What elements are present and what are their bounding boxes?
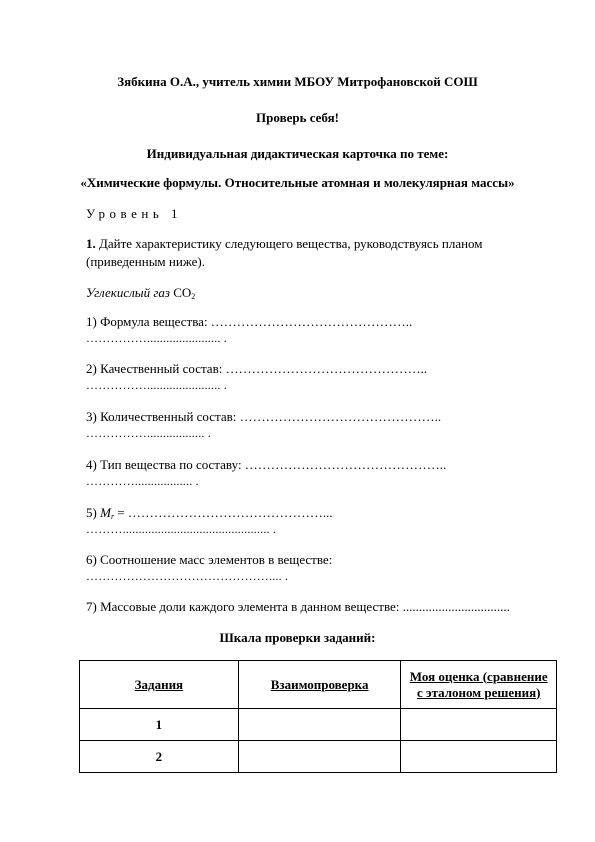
plan-item-5-prefix: 5) (86, 505, 101, 520)
plan-item-2: 2) Качественный состав: ……………………………………….. (86, 361, 428, 376)
substance-line (86, 285, 195, 301)
task1-line2: (приведенным ниже). (86, 254, 205, 269)
plan-item-3-answer: …………….................. . (86, 426, 211, 440)
plan-item-5 (86, 505, 333, 521)
plan-item-7: 7) Массовые доли каждого элемента в данном веществе: ................................. (86, 599, 510, 614)
plan-item-6: 6) Соотношение масс элементов в веществе: (86, 552, 333, 567)
row-2-peer-check-cell[interactable] (238, 741, 401, 773)
plan-item-1-answer: ……………....................... . (86, 331, 227, 345)
table-row (80, 741, 557, 773)
card-title: Индивидуальная дидактическая карточка по теме: (146, 146, 449, 161)
header-peer-check: Взаимопроверка (238, 661, 401, 709)
plan-item-4-answer: ………….................. . (86, 474, 199, 488)
substance-subscript: 2 (191, 292, 196, 301)
plan-item-3: 3) Количественный состав: ……………………………………….. (86, 409, 442, 424)
row-2-task: 2 (80, 741, 239, 773)
plan-item-5-answer: ……….............................................. . (86, 522, 277, 536)
plan-item-4: 4) Тип вещества по составу: ……………………………………….. (86, 457, 447, 472)
row-2-my-grade-cell[interactable] (401, 741, 557, 773)
table-header-row (80, 661, 557, 709)
level-label: Уровень 1 (86, 206, 183, 221)
header-tasks: Задания (80, 661, 239, 709)
header-my-grade: Моя оценка (сравнение с эталоном решения) (401, 661, 557, 709)
plan-item-1: 1) Формула вещества: ……………………………………….. (86, 314, 413, 329)
substance-name: Углекислый газ (86, 285, 170, 300)
task1-number: 1. (86, 236, 96, 251)
scale-title: Шкала проверки заданий: (219, 630, 376, 645)
check-table (79, 660, 557, 773)
task1-text: Дайте характеристику следующего вещества, руководствуясь планом (99, 236, 483, 251)
row-1-task: 1 (80, 709, 239, 741)
plan-item-2-answer: ……………....................... . (86, 378, 227, 392)
plan-item-6-answer: ……………………………………….... . (86, 569, 289, 583)
check-title: Проверь себя! (256, 110, 339, 125)
task1-line1 (86, 236, 483, 252)
row-1-my-grade-cell[interactable] (401, 709, 557, 741)
table-row (80, 709, 557, 741)
author-line: Зябкина О.А., учитель химии МБОУ Митрофановской СОШ (117, 74, 478, 89)
relative-mass-subscript: r (110, 512, 115, 521)
plan-item-5-rest: = ………………………………………... (114, 505, 333, 520)
topic-title: «Химические формулы. Относительные атомная и молекулярная массы» (80, 175, 515, 190)
row-1-peer-check-cell[interactable] (238, 709, 401, 741)
relative-mass-symbol: M (100, 505, 111, 520)
substance-formula: CO (173, 285, 192, 300)
